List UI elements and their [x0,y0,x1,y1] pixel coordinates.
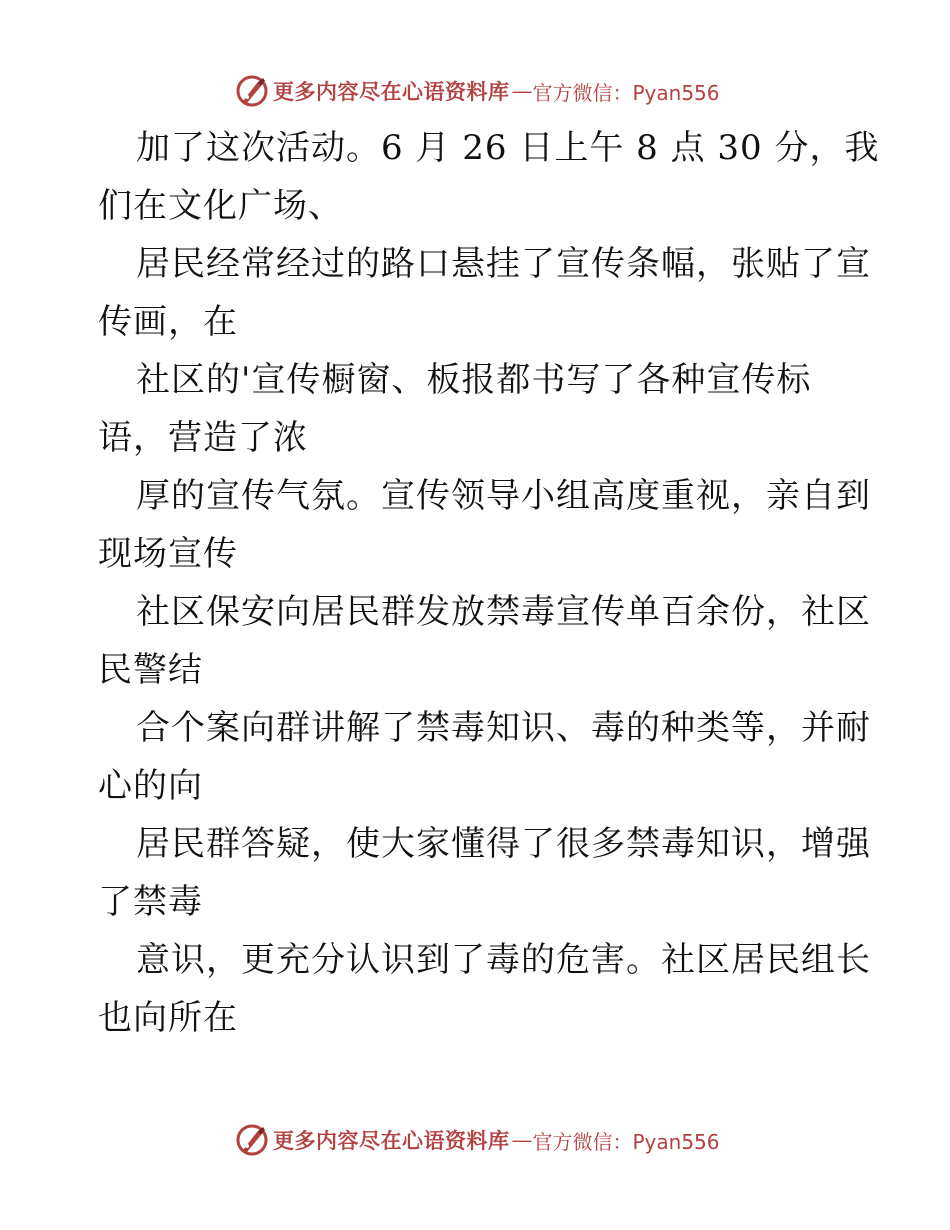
body-text [98,119,880,1047]
text-line: 了禁毒 [98,882,203,922]
text-line: 居民经常经过的路口悬挂了宣传条幅，张贴了宣 [136,244,871,284]
footer-watermark [235,1122,720,1158]
text-line: 社区的'宣传橱窗、板报都书写了各种宣传标 [136,360,812,400]
text-line: 现场宣传 [98,534,238,574]
text-line: 合个案向群讲解了禁毒知识、毒的种类等，并耐 [136,708,871,748]
text-line: 民警结 [98,650,203,690]
watermark-separator: — [511,79,533,103]
text-line: 们在文化广场、 [98,186,343,226]
text-line: 居民群答疑，使大家懂得了很多禁毒知识，增强 [136,824,871,864]
text-line: 传画，在 [98,302,238,342]
text-line: 心的向 [98,766,203,806]
text-line: 社区保安向居民群发放禁毒宣传单百余份，社区 [136,592,871,632]
watermark-separator: — [511,1128,533,1152]
quill-pen-logo-icon [235,74,269,108]
watermark-brand: 更多内容尽在心语资料库 [273,1128,510,1153]
watermark-brand: 更多内容尽在心语资料库 [273,79,510,104]
header-watermark [235,73,720,109]
text-line: 加了这次活动。6 月 26 日上午 8 点 30 分，我 [136,128,880,168]
text-line: 语，营造了浓 [98,418,308,458]
quill-pen-logo-icon [235,1123,269,1157]
text-line: 意识，更充分认识到了毒的危害。社区居民组长 [136,940,871,980]
watermark-contact: 官方微信：Pyan556 [532,80,720,105]
watermark-contact: 官方微信：Pyan556 [532,1129,720,1154]
text-line: 也向所在 [98,998,238,1038]
text-line: 厚的宣传气氛。宣传领导小组高度重视，亲自到 [136,476,871,516]
